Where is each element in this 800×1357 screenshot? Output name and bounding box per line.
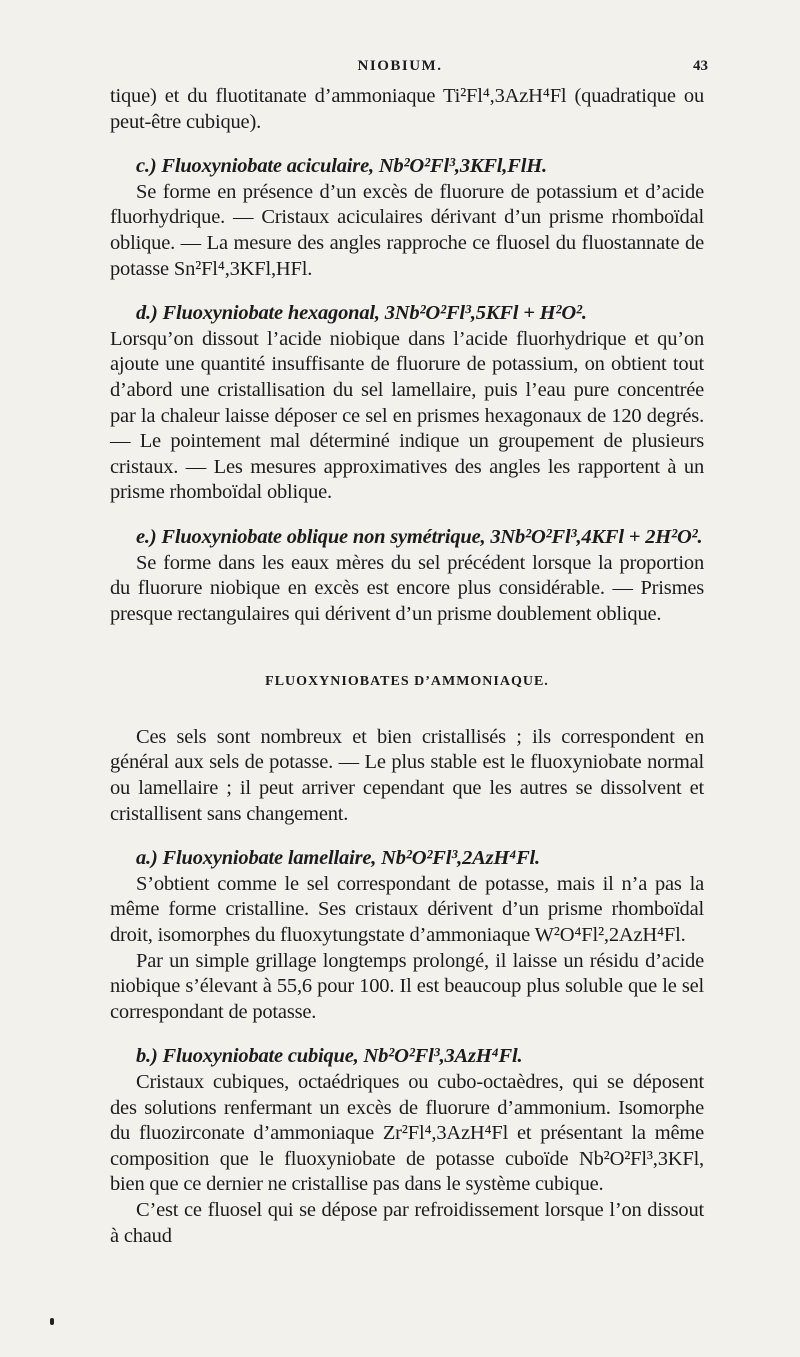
- heading-c-fluoxyniobate-aciculaire: c.) Fluoxyniobate aciculaire, Nb²O²Fl³,3KFl,FlH.: [136, 155, 547, 178]
- ink-speck: [50, 1318, 54, 1325]
- running-head: [0, 58, 800, 78]
- paragraph-intro: Ces sels sont nombreux et bien cristallisés ; ils correspondent en général aux sels de potasse. — Le plus stable est le fluoxyniobate normal ou lamellaire ; il peut arriver cependant que les autres se dissolvent et cristallisent sans changement.: [110, 725, 704, 825]
- heading-e-fluoxyniobate-oblique: e.) Fluoxyniobate oblique non symétrique, 3Nb²O²Fl³,4KFl + 2H²O².: [136, 525, 703, 548]
- heading-b-fluoxyniobate-cubique: b.) Fluoxyniobate cubique, Nb²O²Fl³,3AzH⁴Fl.: [136, 1045, 523, 1068]
- heading-a-fluoxyniobate-lamellaire: a.) Fluoxyniobate lamellaire, Nb²O²Fl³,2AzH⁴Fl.: [136, 847, 540, 870]
- page-body: [110, 84, 704, 1249]
- paragraph-continuation: tique) et du fluotitanate d’ammoniaque Ti²Fl⁴,3AzH⁴Fl (quadratique ou peut-être cubique).: [110, 85, 704, 133]
- paragraph-last: C’est ce fluosel qui se dépose par refroidissement lorsque l’on dissout à chaud: [110, 1198, 704, 1247]
- page-number: 43: [693, 58, 708, 74]
- heading-d-fluoxyniobate-hexagonal: d.) Fluoxyniobate hexagonal, 3Nb²O²Fl³,5KFl + H²O².: [136, 302, 587, 325]
- paragraph-a-text-2: Par un simple grillage longtemps prolongé, il laisse un résidu d’acide niobique s’élevant à 55,6 pour 100. Il est beaucoup plus soluble que le sel correspondant de potasse.: [110, 949, 704, 1023]
- paragraph-a-text-1: S’obtient comme le sel correspondant de potasse, mais il n’a pas la même forme cristalline. Ses cristaux dérivent d’un prisme rhomboïdal droit, isomorphes du fluoxytungstate d’ammoniaque W²O⁴Fl²,2AzH⁴Fl.: [110, 872, 704, 947]
- paragraph-c-text: Se forme en présence d’un excès de fluorure de potassium et d’acide fluorhydrique. — Cristaux aciculaires dérivant d’un prisme rhomboïdal oblique. — La mesure des angles rapproche ce fluosel du fluostannate de potasse Sn²Fl⁴,3KFl,HFl.: [110, 180, 704, 280]
- paragraph-d-text: Lorsqu’on dissout l’acide niobique dans l’acide fluorhydrique et qu’on ajoute une quantité insuffisante de fluorure de potassium, on obtient tout d’abord une cristallisation du sel lamellaire, puis l’eau pure concentrée par la chaleur laisse déposer ce sel en prismes hexagonaux de 120 degrés. — Le pointement mal déterminé indique un groupement de plusieurs cristaux. — Les mesures approximatives des angles les rapportent à un prisme rhomboïdal oblique.: [110, 327, 704, 504]
- section-title: FLUOXYNIOBATES D’AMMONIAQUE.: [265, 674, 549, 690]
- paragraph-e-text: Se forme dans les eaux mères du sel précédent lorsque la proportion du fluorure niobique en excès est encore plus considérable. — Prismes presque rectangulaires qui dérivent d’un prisme doublement oblique.: [110, 551, 704, 625]
- paragraph-b-text: Cristaux cubiques, octaédriques ou cubo-octaèdres, qui se déposent des solutions renfermant un excès de fluorure d’ammonium. Isomorphe du fluozirconate d’ammoniaque Zr²Fl⁴,3AzH⁴Fl et présentant la même composition que le fluoxyniobate de potasse cuboïde Nb²O²Fl³,3KFl, bien que ce dernier ne cristallise pas dans le système cubique.: [110, 1071, 704, 1196]
- running-title: NIOBIUM.: [357, 58, 443, 74]
